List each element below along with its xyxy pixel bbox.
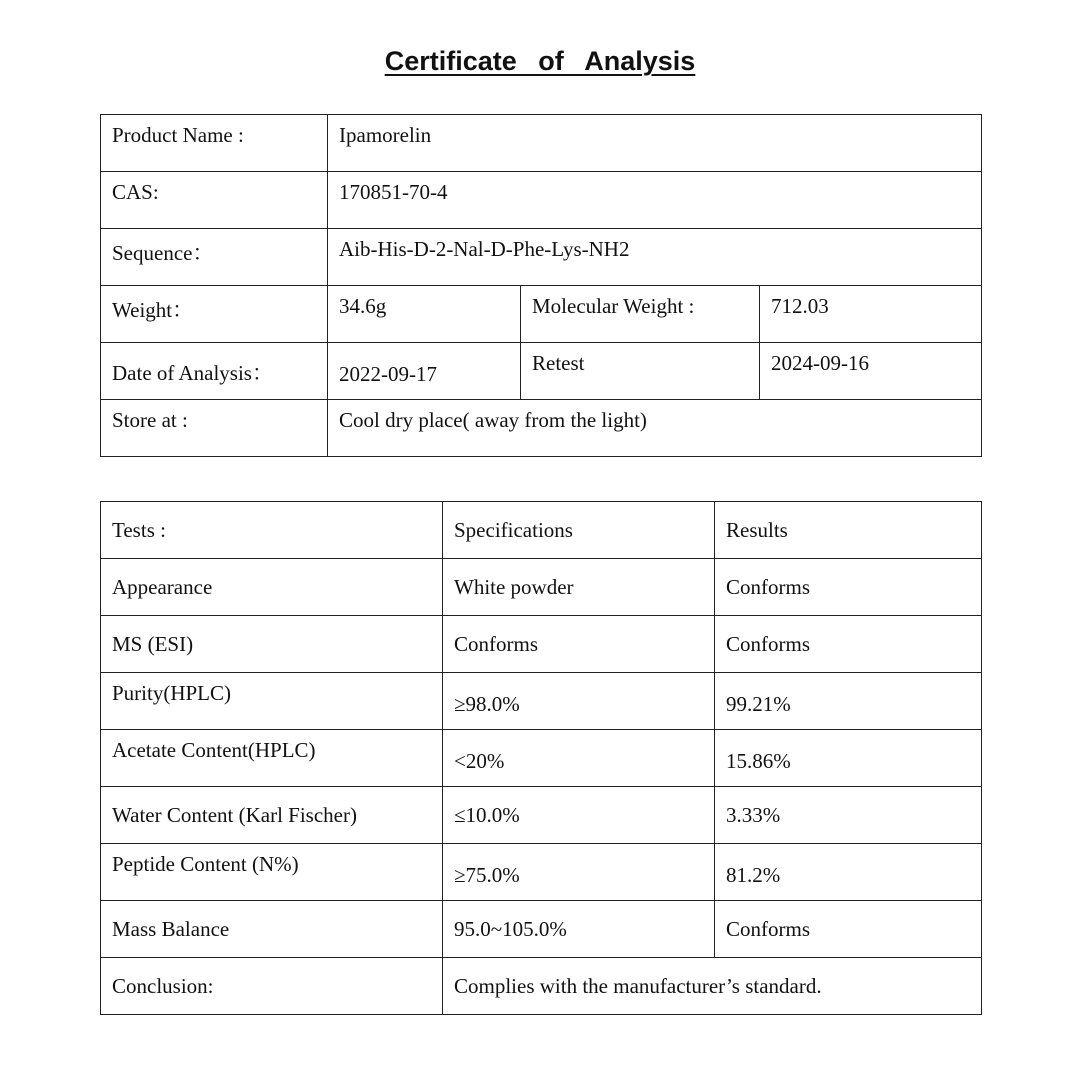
- test-result: 3.33%: [715, 787, 982, 844]
- test-specification: ≥98.0%: [443, 673, 715, 730]
- retest-label: Retest: [521, 343, 760, 400]
- weight-label: Weight：: [101, 286, 328, 343]
- cas-value: 170851-70-4: [328, 172, 982, 229]
- molecular-weight-value: 712.03: [760, 286, 982, 343]
- tests-header-row: [101, 502, 982, 559]
- table-row: [101, 616, 982, 673]
- weight-row: [101, 286, 982, 343]
- store-value: Cool dry place( away from the light): [328, 400, 982, 457]
- test-result: 81.2%: [715, 844, 982, 901]
- test-specification: White powder: [443, 559, 715, 616]
- test-result: Conforms: [715, 616, 982, 673]
- conclusion-label: Conclusion:: [101, 958, 443, 1015]
- table-row: [101, 901, 982, 958]
- column-header-results: Results: [715, 502, 982, 559]
- test-specification: ≤10.0%: [443, 787, 715, 844]
- date-of-analysis-label: Date of Analysis：: [101, 343, 328, 400]
- sequence-value: Aib-His-D-2-Nal-D-Phe-Lys-NH2: [328, 229, 982, 286]
- cas-label: CAS:: [101, 172, 328, 229]
- retest-value: 2024-09-16: [760, 343, 982, 400]
- test-name: Peptide Content (N%): [101, 844, 443, 901]
- test-name: Water Content (Karl Fischer): [101, 787, 443, 844]
- table-row: [101, 844, 982, 901]
- table-row: [101, 730, 982, 787]
- test-specification: 95.0~105.0%: [443, 901, 715, 958]
- product-info-table: [100, 114, 982, 457]
- store-label: Store at :: [101, 400, 328, 457]
- table-row: [101, 559, 982, 616]
- test-name: Purity(HPLC): [101, 673, 443, 730]
- document-title: Certificate of Analysis: [384, 46, 696, 76]
- sequence-row: [101, 229, 982, 286]
- conclusion-row: [101, 958, 982, 1015]
- molecular-weight-label: Molecular Weight :: [521, 286, 760, 343]
- test-specification: ≥75.0%: [443, 844, 715, 901]
- column-header-specifications: Specifications: [443, 502, 715, 559]
- test-name: Acetate Content(HPLC): [101, 730, 443, 787]
- weight-value: 34.6g: [328, 286, 521, 343]
- test-name: Mass Balance: [101, 901, 443, 958]
- store-row: [101, 400, 982, 457]
- date-of-analysis-value: 2022-09-17: [328, 343, 521, 400]
- cas-row: [101, 172, 982, 229]
- product-name-label: Product Name :: [101, 115, 328, 172]
- test-result: Conforms: [715, 559, 982, 616]
- test-result: 15.86%: [715, 730, 982, 787]
- test-name: MS (ESI): [101, 616, 443, 673]
- sequence-label: Sequence：: [101, 229, 328, 286]
- conclusion-value: Complies with the manufacturer’s standard.: [443, 958, 982, 1015]
- test-specification: Conforms: [443, 616, 715, 673]
- test-specification: <20%: [443, 730, 715, 787]
- column-header-tests: Tests :: [101, 502, 443, 559]
- product-name-value: Ipamorelin: [328, 115, 982, 172]
- test-result: Conforms: [715, 901, 982, 958]
- test-result: 99.21%: [715, 673, 982, 730]
- tests-table: [100, 501, 982, 1015]
- test-name: Appearance: [101, 559, 443, 616]
- table-row: [101, 673, 982, 730]
- product-name-row: [101, 115, 982, 172]
- date-row: [101, 343, 982, 400]
- table-row: [101, 787, 982, 844]
